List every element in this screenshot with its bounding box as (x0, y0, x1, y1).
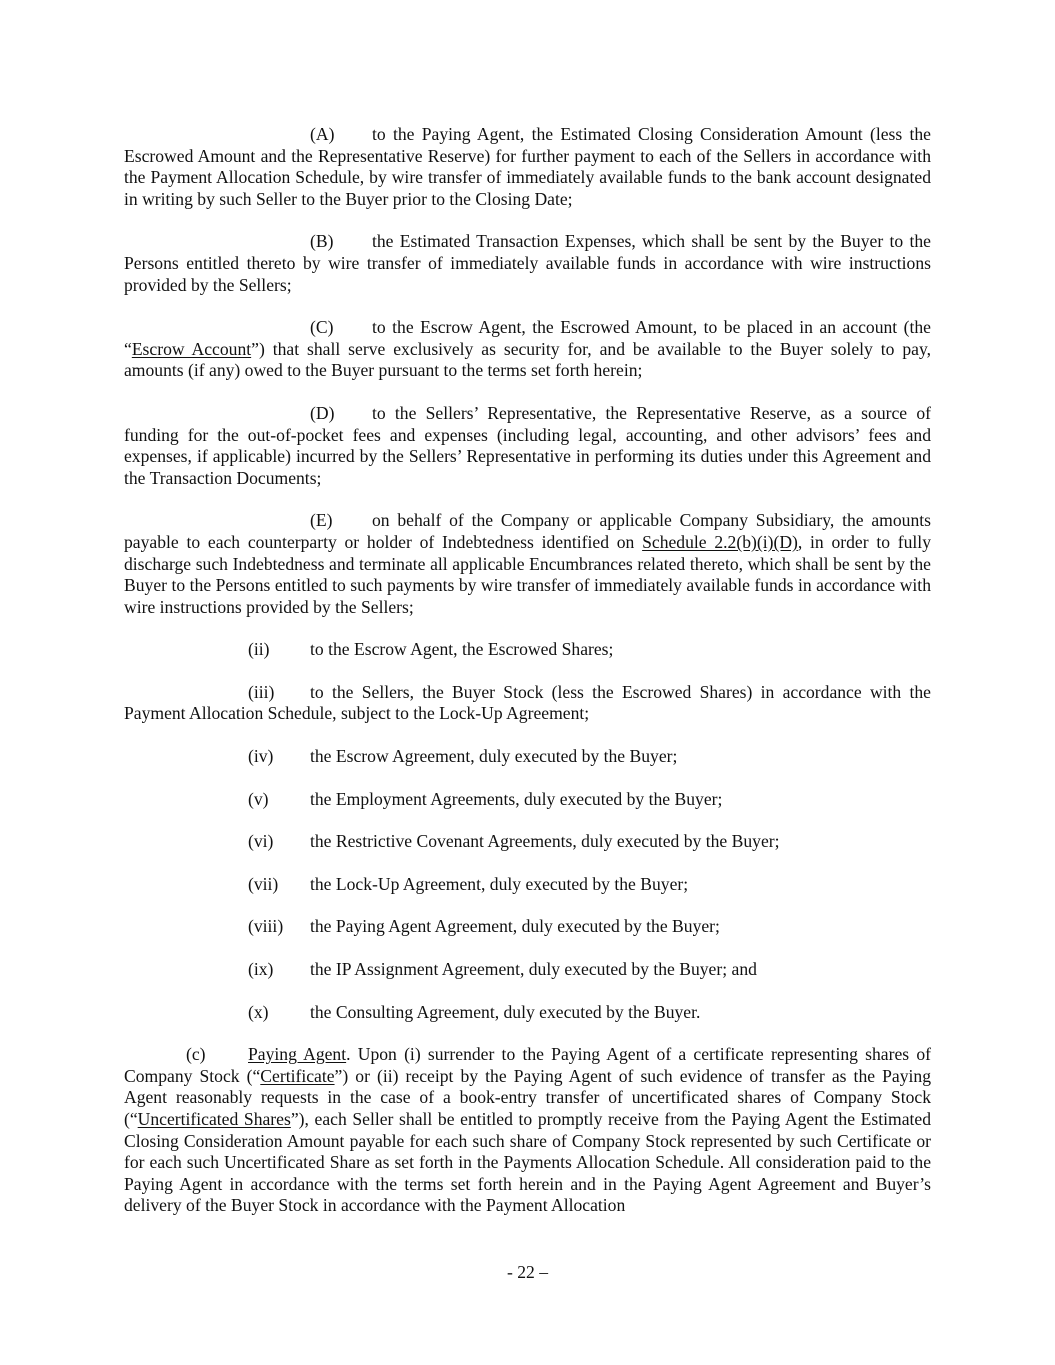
schedule-reference: Schedule 2.2(b)(i)(D) (642, 531, 798, 552)
marker-c: (c) (186, 1044, 206, 1065)
marker-A: (A) (310, 124, 335, 144)
section-c-text-1: . Upon (i) surrender to the Paying Agent of a certificate representing shares of Company Stock (“ (124, 1044, 931, 1086)
page-number: - 22 – (506, 1262, 549, 1282)
list-item-ix (248, 959, 931, 981)
list-item-iii (124, 682, 931, 725)
marker-ii: (ii) (248, 639, 270, 660)
list-item-iv (248, 746, 931, 768)
document-page (124, 124, 931, 1238)
list-item-ix-text: the IP Assignment Agreement, duly executed by the Buyer; and (310, 959, 757, 980)
section-c-paying-agent (124, 1044, 931, 1217)
list-item-vi (248, 831, 931, 853)
marker-iv: (iv) (248, 746, 274, 767)
list-item-ii-text: to the Escrow Agent, the Escrowed Shares; (310, 639, 614, 660)
marker-C: (C) (310, 317, 334, 338)
defined-term-uncertificated-shares: Uncertificated Shares (137, 1109, 291, 1129)
list-item-x-text: the Consulting Agreement, duly executed by the Buyer. (310, 1001, 701, 1022)
list-item-vi-text: the Restrictive Covenant Agreements, duly executed by the Buyer; (310, 831, 780, 852)
marker-D: (D) (310, 402, 335, 423)
list-item-x (248, 1002, 931, 1024)
paragraph-E-text-before: on behalf of the Company or applicable Company Subsidiary, the amounts payable to each counterparty or holder of Indebtedness identified on (124, 510, 931, 552)
list-item-v-text: the Employment Agreements, duly executed by the Buyer; (310, 788, 723, 809)
list-item-v (248, 789, 931, 811)
paragraph-D (124, 403, 931, 489)
paragraph-A (124, 124, 931, 210)
paragraph-C-text-after: ”) that shall serve exclusively as security for, and be available to the Buyer solely to pay, amounts (if any) owed to the Buyer pursuant to the terms set forth herein; (124, 338, 931, 381)
list-item-vii-text: the Lock-Up Agreement, duly executed by the Buyer; (310, 873, 689, 894)
defined-term-escrow-account: Escrow Account (131, 338, 252, 359)
paragraph-B-text: the Estimated Transaction Expenses, which shall be sent by the Buyer to the Persons entitled thereto by wire transfer of immediately available funds in accordance with wire instructions provided by the Sellers; (124, 231, 931, 295)
marker-B: (B) (310, 231, 334, 252)
marker-vii: (vii) (248, 873, 279, 894)
list-item-viii-text: the Paying Agent Agreement, duly executed by the Buyer; (310, 916, 720, 937)
marker-ix: (ix) (248, 959, 274, 980)
paragraph-C-text-before: to the Escrow Agent, the Escrowed Amount, to be placed in an account (the “ (124, 317, 931, 359)
list-item-iv-text: the Escrow Agreement, duly executed by the Buyer; (310, 746, 678, 767)
list-item-viii (248, 916, 931, 938)
list-item-ii (248, 639, 931, 661)
section-c-text-3: ”), each Seller shall be entitled to promptly receive from the Paying Agent the Estimated Closing Consideration Amount payable for each such share of Company Stock represented by such Certificate or for each such Uncertificated Share as set forth in the Payments Allocation Schedule. All consideration paid to the Paying Agent in accordance with the terms set forth herein and in the Paying Agent Agreement and Buyer’s delivery of the Buyer Stock in accordance with the Payment Allocation (124, 1109, 931, 1216)
list-item-iii-text: to the Sellers, the Buyer Stock (less the Escrowed Shares) in accordance with the Payment Allocation Schedule, subject to the Lock-Up Agreement; (124, 681, 931, 724)
paragraph-E (124, 510, 931, 618)
marker-E: (E) (310, 510, 333, 531)
marker-x: (x) (248, 1001, 269, 1022)
section-c-text-2: ”) or (ii) receipt by the Paying Agent of such evidence of transfer as the Paying Agent reasonably requests in the case of a book-entry transfer of uncertificated shares of Company Stock (“ (124, 1065, 931, 1129)
defined-term-certificate: Certificate (260, 1065, 335, 1086)
marker-viii: (viii) (248, 916, 284, 937)
paragraph-C (124, 317, 931, 382)
marker-iii: (iii) (248, 681, 275, 702)
paragraph-D-text: to the Sellers’ Representative, the Representative Reserve, as a source of funding for the out-of-pocket fees and expenses (including legal, accounting, and other advisors’ fees and expenses, if applicable) incurred by the Sellers’ Representative in performing its duties under this Agreement and the Transaction Documents; (124, 402, 931, 488)
paragraph-B (124, 231, 931, 296)
marker-vi: (vi) (248, 831, 274, 852)
marker-v: (v) (248, 788, 269, 809)
section-heading-paying-agent: Paying Agent (248, 1044, 347, 1065)
paragraph-A-text: to the Paying Agent, the Estimated Closing Consideration Amount (less the Escrowed Amount and the Representative Reserve) for further payment to each of the Sellers in accordance with the Payment Allocation Schedule, by wire transfer of immediately available funds to the bank account designated in writing by such Seller to the Buyer prior to the Closing Date; (124, 124, 931, 209)
list-item-vii (248, 874, 931, 896)
paragraph-E-text-after: , in order to fully discharge such Indebtedness and terminate all applicable Encumbrances related thereto, which shall be sent by the Buyer to the Persons entitled to such payments by wire transfer of immediately available funds in accordance with wire instructions provided by the Sellers; (124, 531, 931, 617)
